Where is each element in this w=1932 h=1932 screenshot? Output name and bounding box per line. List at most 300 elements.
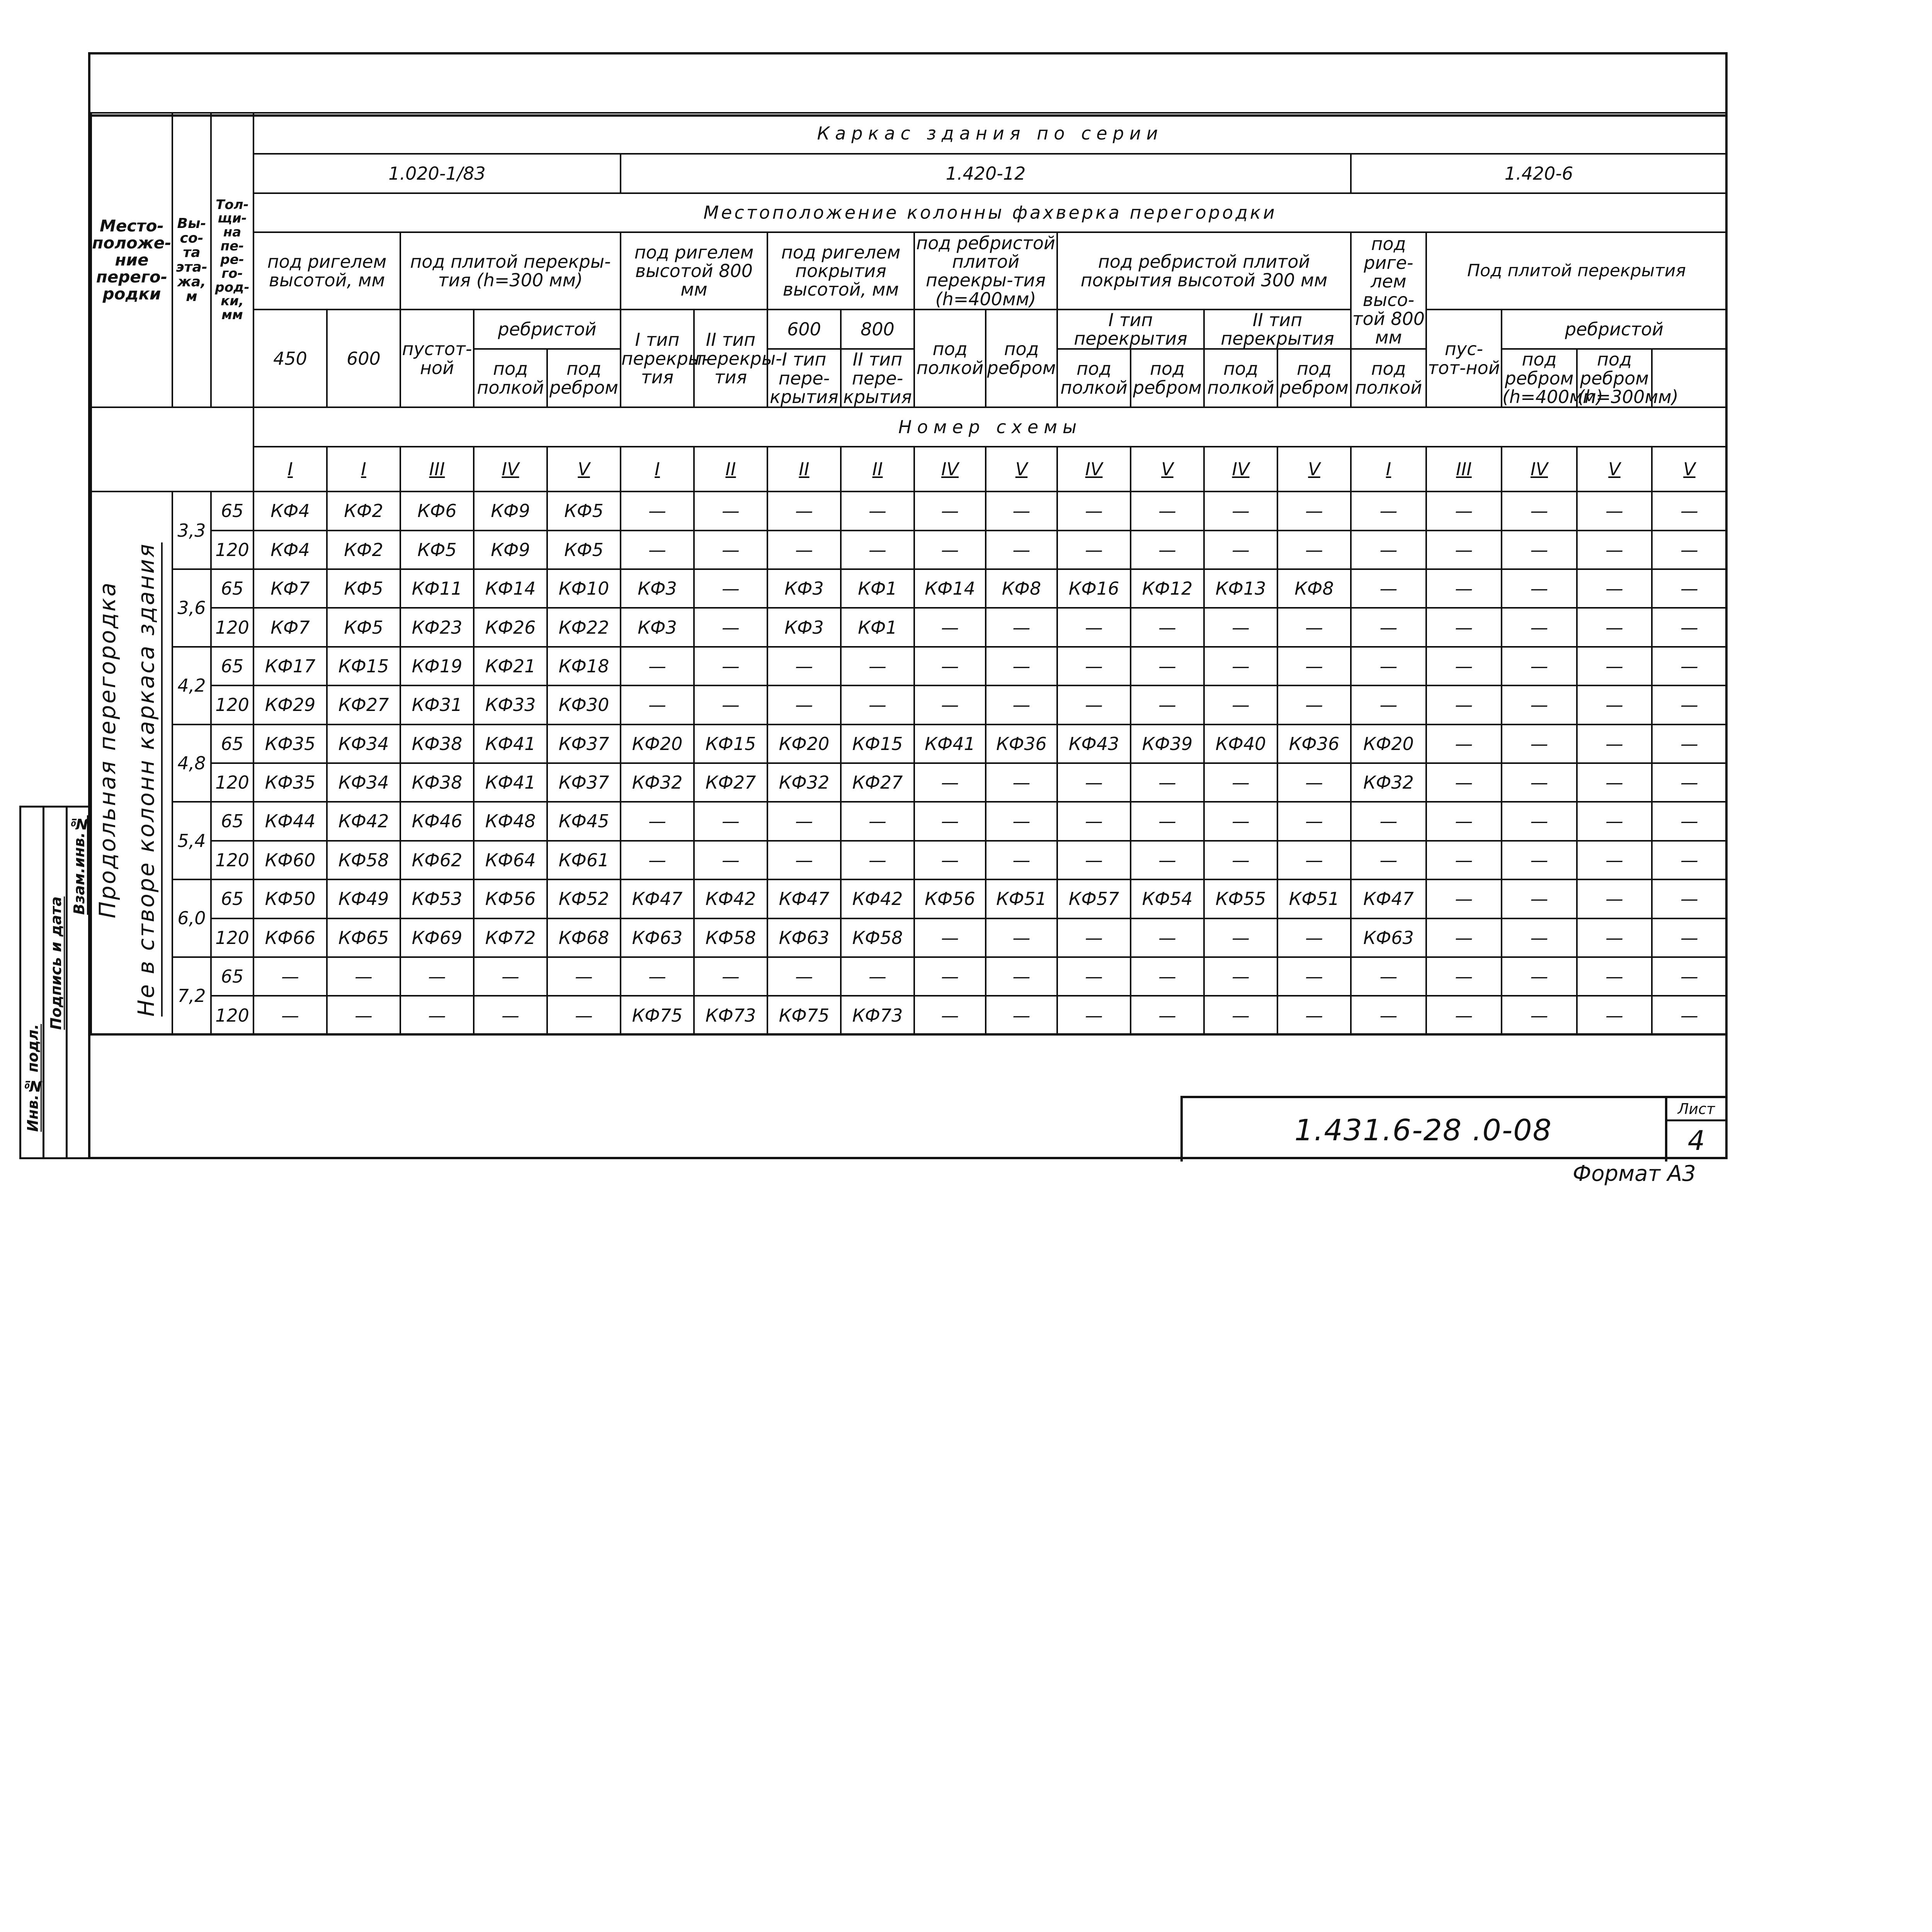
col-type1-slab-b: I тип перекрытия xyxy=(1057,310,1204,349)
frame-code-cell: — xyxy=(1577,608,1652,646)
scheme-number: III xyxy=(1426,447,1502,492)
scheme-number: II xyxy=(841,447,914,492)
frame-code-cell: — xyxy=(1502,492,1577,530)
frame-code-cell: — xyxy=(1426,918,1502,957)
frame-code-cell: — xyxy=(1502,608,1577,646)
col-under-rib-400: под ребром (h=400мм) xyxy=(1502,349,1603,407)
frame-code-cell: — xyxy=(1351,608,1426,646)
frame-code-cell: — xyxy=(1577,802,1652,840)
thickness-value: 65 xyxy=(211,492,253,530)
frame-code-cell: — xyxy=(621,841,694,879)
frame-code-cell: — xyxy=(1426,957,1502,996)
frame-code-cell: — xyxy=(1277,918,1351,957)
frame-code-cell: — xyxy=(986,763,1057,802)
frame-code-cell: — xyxy=(1131,685,1204,724)
frame-code-cell: КФ5 xyxy=(327,608,400,646)
thickness-value: 120 xyxy=(211,918,253,957)
frame-code-cell: КФ6 xyxy=(400,492,474,530)
frame-code-cell: — xyxy=(694,608,767,646)
frame-code-cell: КФ5 xyxy=(327,569,400,608)
frame-code-cell: КФ2 xyxy=(327,492,400,530)
table-row xyxy=(91,647,1727,685)
col-type2-slab: II тип перекры-тия xyxy=(694,310,767,407)
frame-code-cell: КФ13 xyxy=(1204,569,1277,608)
col-under-rib-4: под ребром xyxy=(1277,349,1351,407)
frame-code-cell: КФ45 xyxy=(547,802,621,840)
frame-code-cell: КФ68 xyxy=(547,918,621,957)
frame-code-cell: КФ40 xyxy=(1204,724,1277,763)
frame-code-cell: КФ38 xyxy=(400,763,474,802)
frame-code-cell: — xyxy=(914,763,986,802)
frame-code-cell: КФ49 xyxy=(327,879,400,918)
height-header-text: Вы-со-та эта-жа, м xyxy=(176,215,207,304)
frame-code-cell: КФ56 xyxy=(914,879,986,918)
frame-code-cell: КФ17 xyxy=(253,647,327,685)
thickness-value: 65 xyxy=(211,802,253,840)
frame-code-cell: КФ58 xyxy=(694,918,767,957)
floor-height: 6,0 xyxy=(172,879,211,957)
sheet-label: Лист xyxy=(1667,1098,1725,1121)
frame-code-cell: — xyxy=(1057,763,1131,802)
floor-height: 3,6 xyxy=(172,569,211,647)
frame-code-cell: — xyxy=(1502,802,1577,840)
frame-code-cell: — xyxy=(1204,841,1277,879)
frame-code-cell: — xyxy=(1652,685,1727,724)
frame-code-cell: — xyxy=(986,996,1057,1035)
scheme-number: V xyxy=(1577,447,1652,492)
table-row xyxy=(91,531,1727,569)
frame-code-cell: — xyxy=(986,918,1057,957)
frame-code-cell: — xyxy=(1351,685,1426,724)
frame-code-cell: КФ4 xyxy=(253,492,327,530)
frame-code-cell: — xyxy=(474,957,547,996)
frame-code-cell: КФ51 xyxy=(1277,879,1351,918)
sheet-number: 4 xyxy=(1687,1125,1705,1156)
frame-code-cell: — xyxy=(1577,569,1652,608)
frame-code-cell: — xyxy=(1131,647,1204,685)
scheme-number: I xyxy=(327,447,400,492)
frame-code-cell: КФ14 xyxy=(474,569,547,608)
frame-code-cell: — xyxy=(1204,996,1277,1035)
frame-code-cell: КФ31 xyxy=(400,685,474,724)
frame-code-cell: КФ7 xyxy=(253,569,327,608)
frame-code-cell: КФ75 xyxy=(767,996,841,1035)
frame-code-cell: — xyxy=(1577,996,1652,1035)
thickness-value: 120 xyxy=(211,996,253,1035)
frame-code-cell: — xyxy=(547,957,621,996)
frame-code-cell: КФ57 xyxy=(1057,879,1131,918)
location-header-text: Место-положе-ние перего-родки xyxy=(92,216,172,304)
table-row xyxy=(91,879,1727,918)
frame-code-cell: — xyxy=(1204,492,1277,530)
frame-code-cell: — xyxy=(1426,802,1502,840)
table-row xyxy=(91,492,1727,530)
frame-code-cell: — xyxy=(914,802,986,840)
frame-code-cell: — xyxy=(1502,879,1577,918)
frame-code-cell: КФ66 xyxy=(253,918,327,957)
scheme-number: V xyxy=(1131,447,1204,492)
inv-label: Инв.№ подл. xyxy=(24,1024,41,1132)
frame-code-cell: — xyxy=(914,647,986,685)
frame-code-cell: — xyxy=(1351,569,1426,608)
frame-code-cell: КФ41 xyxy=(914,724,986,763)
frame-code-cell: — xyxy=(1502,841,1577,879)
col-under-rib-2: под ребром xyxy=(986,310,1057,407)
frame-code-cell: — xyxy=(1204,608,1277,646)
frame-code-cell: КФ19 xyxy=(400,647,474,685)
table-row xyxy=(91,724,1727,763)
thickness-value: 65 xyxy=(211,724,253,763)
frame-code-cell: — xyxy=(621,492,694,530)
side-label-inner: Не в створе колонн каркаса здания xyxy=(134,543,163,1017)
floor-height: 5,4 xyxy=(172,802,211,879)
frame-code-cell: — xyxy=(841,841,914,879)
frame-code-cell: КФ4 xyxy=(253,531,327,569)
frame-code-cell: — xyxy=(327,957,400,996)
frame-code-cell: — xyxy=(1502,918,1577,957)
col-600: 600 xyxy=(327,310,400,407)
frame-code-cell: — xyxy=(1426,685,1502,724)
frame-code-cell: — xyxy=(694,957,767,996)
frame-code-cell: КФ44 xyxy=(253,802,327,840)
frame-code-cell: КФ36 xyxy=(1277,724,1351,763)
group-under-girder-800: под ригелем высотой 800 мм xyxy=(621,232,767,310)
scheme-number: IV xyxy=(1204,447,1277,492)
frame-code-cell: — xyxy=(1277,957,1351,996)
col-type2-cover: II тип пере-крытия xyxy=(841,349,914,407)
frame-code-cell: — xyxy=(1351,996,1426,1035)
floor-height: 4,2 xyxy=(172,647,211,724)
frame-code-cell: — xyxy=(1131,763,1204,802)
frame-code-cell: КФ34 xyxy=(327,763,400,802)
frame-code-cell: — xyxy=(986,957,1057,996)
col-type2-slab-b: II тип перекрытия xyxy=(1204,310,1351,349)
left-archive-strip xyxy=(19,806,88,1159)
frame-code-cell: — xyxy=(1204,918,1277,957)
floor-height: 3,3 xyxy=(172,492,211,569)
frame-code-cell: КФ42 xyxy=(694,879,767,918)
frame-code-cell: — xyxy=(1057,957,1131,996)
frame-code-cell: КФ14 xyxy=(914,569,986,608)
col-ribbed-2: ребристой xyxy=(1502,310,1727,349)
frame-code-cell: КФ53 xyxy=(400,879,474,918)
frame-code-cell: — xyxy=(767,647,841,685)
frame-code-cell: — xyxy=(1057,647,1131,685)
frame-code-cell: — xyxy=(621,531,694,569)
frame-code-cell: КФ5 xyxy=(400,531,474,569)
frame-code-cell: — xyxy=(914,608,986,646)
format-label: Формат А3 xyxy=(1573,1161,1696,1186)
floor-height: 4,8 xyxy=(172,724,211,802)
frame-code-cell: — xyxy=(1131,802,1204,840)
frame-code-cell: КФ60 xyxy=(253,841,327,879)
col-hollow: пустот-ной xyxy=(400,310,474,407)
frame-code-cell: — xyxy=(474,996,547,1035)
frame-code-cell: КФ20 xyxy=(1351,724,1426,763)
frame-code-cell: — xyxy=(1577,918,1652,957)
frame-code-cell: — xyxy=(986,647,1057,685)
frame-code-cell: КФ32 xyxy=(621,763,694,802)
frame-code-cell: — xyxy=(1131,996,1204,1035)
frame-code-cell: — xyxy=(694,492,767,530)
frame-code-cell: — xyxy=(1277,647,1351,685)
frame-code-cell: — xyxy=(694,647,767,685)
frame-code-cell: КФ48 xyxy=(474,802,547,840)
frame-code-cell: — xyxy=(914,492,986,530)
frame-code-cell: КФ16 xyxy=(1057,569,1131,608)
spacer-cell xyxy=(91,407,253,446)
frame-code-cell: — xyxy=(621,957,694,996)
frame-code-cell: — xyxy=(1426,608,1502,646)
table-row xyxy=(91,841,1727,879)
series-1-020: 1.020-1/83 xyxy=(253,154,621,193)
strip-col-inv xyxy=(19,806,43,1159)
frame-code-cell: — xyxy=(1426,647,1502,685)
frame-code-cell: КФ8 xyxy=(986,569,1057,608)
frame-code-cell: КФ65 xyxy=(327,918,400,957)
frame-code-cell: — xyxy=(1277,802,1351,840)
table-row xyxy=(91,763,1727,802)
frame-code-cell: — xyxy=(1204,685,1277,724)
frame-code-cell: — xyxy=(1577,841,1652,879)
frame-code-cell: — xyxy=(1426,569,1502,608)
frame-code-cell: — xyxy=(1652,608,1727,646)
frame-code-cell: — xyxy=(986,531,1057,569)
frame-code-cell: КФ47 xyxy=(767,879,841,918)
frame-code-cell: КФ34 xyxy=(327,724,400,763)
frame-code-cell: КФ15 xyxy=(694,724,767,763)
frame-code-cell: — xyxy=(914,841,986,879)
frame-code-cell: КФ2 xyxy=(327,531,400,569)
frame-code-cell: КФ46 xyxy=(400,802,474,840)
frame-code-cell: — xyxy=(1131,841,1204,879)
frame-code-cell: — xyxy=(1131,608,1204,646)
frame-code-cell: — xyxy=(1652,724,1727,763)
frame-code-cell: КФ37 xyxy=(547,763,621,802)
frame-code-cell: — xyxy=(767,492,841,530)
frame-code-cell: КФ27 xyxy=(694,763,767,802)
frame-code-cell: — xyxy=(1652,918,1727,957)
frame-code-cell: КФ72 xyxy=(474,918,547,957)
scheme-number: I xyxy=(253,447,327,492)
table-row xyxy=(91,608,1727,646)
col-under-shelf-4: под полкой xyxy=(1204,349,1277,407)
frame-code-cell: — xyxy=(1057,492,1131,530)
frame-code-cell: КФ32 xyxy=(1351,763,1426,802)
frame-code-cell: — xyxy=(841,802,914,840)
frame-code-cell: — xyxy=(1652,647,1727,685)
frame-code-cell: КФ12 xyxy=(1131,569,1204,608)
frame-code-cell: КФ55 xyxy=(1204,879,1277,918)
col-800b: 800 xyxy=(841,310,914,349)
frame-code-cell: КФ50 xyxy=(253,879,327,918)
frame-code-cell: — xyxy=(694,802,767,840)
frame-code-cell: — xyxy=(1577,647,1652,685)
frame-code-cell: — xyxy=(694,841,767,879)
frame-code-cell: — xyxy=(694,531,767,569)
frame-code-cell: КФ9 xyxy=(474,492,547,530)
frame-code-cell: КФ23 xyxy=(400,608,474,646)
frame-code-cell: — xyxy=(986,492,1057,530)
col-under-shelf-5: под полкой xyxy=(1351,349,1426,407)
scheme-label: Номер схемы xyxy=(253,407,1727,446)
location-header xyxy=(91,113,172,407)
table-row xyxy=(91,569,1727,608)
frame-code-cell: — xyxy=(1351,492,1426,530)
frame-code-cell: КФ38 xyxy=(400,724,474,763)
frame-code-cell: КФ47 xyxy=(1351,879,1426,918)
frame-code-cell: КФ73 xyxy=(694,996,767,1035)
frame-code-cell: — xyxy=(1652,841,1727,879)
frame-code-cell: КФ63 xyxy=(1351,918,1426,957)
scheme-number: IV xyxy=(474,447,547,492)
frame-code-cell: КФ18 xyxy=(547,647,621,685)
frame-code-cell: — xyxy=(1131,957,1204,996)
group-under-cover-girder: под ригелем покрытия высотой, мм xyxy=(767,232,914,310)
frame-code-cell: — xyxy=(1426,841,1502,879)
frame-code-cell: — xyxy=(1351,531,1426,569)
frame-code-cell: КФ63 xyxy=(767,918,841,957)
frame-code-cell: — xyxy=(1204,957,1277,996)
frame-code-cell: — xyxy=(1277,531,1351,569)
frame-code-cell: КФ3 xyxy=(621,608,694,646)
thickness-value: 120 xyxy=(211,531,253,569)
frame-code-cell: КФ32 xyxy=(767,763,841,802)
frame-code-cell: — xyxy=(1057,841,1131,879)
strip-col-sign xyxy=(43,806,66,1159)
location-title: Местоположение колонны фахверка перегородки xyxy=(253,193,1727,232)
scheme-number: V xyxy=(1277,447,1351,492)
frame-code-cell: — xyxy=(841,531,914,569)
frame-code-cell: — xyxy=(767,531,841,569)
frame-code-cell: — xyxy=(1351,802,1426,840)
frame-code-cell: КФ39 xyxy=(1131,724,1204,763)
frame-code-cell: КФ63 xyxy=(621,918,694,957)
frame-code-cell: КФ58 xyxy=(327,841,400,879)
frame-code-cell: КФ27 xyxy=(841,763,914,802)
frame-code-cell: — xyxy=(841,685,914,724)
frame-code-cell: — xyxy=(1426,531,1502,569)
frame-code-cell: КФ47 xyxy=(621,879,694,918)
scheme-number: IV xyxy=(914,447,986,492)
frame-code-cell: КФ3 xyxy=(621,569,694,608)
frame-code-cell: — xyxy=(1277,685,1351,724)
scheme-number: I xyxy=(621,447,694,492)
frame-code-cell: КФ5 xyxy=(547,492,621,530)
thickness-value: 120 xyxy=(211,685,253,724)
frame-code-cell: — xyxy=(1502,569,1577,608)
frame-code-cell: КФ27 xyxy=(327,685,400,724)
frame-code-cell: КФ42 xyxy=(841,879,914,918)
frame-code-cell: — xyxy=(1652,569,1727,608)
frame-code-cell: — xyxy=(327,996,400,1035)
frame-code-cell: — xyxy=(400,996,474,1035)
frame-code-cell: — xyxy=(1426,763,1502,802)
frame-code-cell: — xyxy=(1577,492,1652,530)
frame-code-cell: КФ43 xyxy=(1057,724,1131,763)
frame-code-cell: — xyxy=(1351,841,1426,879)
frame-code-cell: — xyxy=(400,957,474,996)
frame-code-cell: КФ37 xyxy=(547,724,621,763)
group-girder-800-b: под риге-лем высо-той 800 мм xyxy=(1351,232,1426,349)
frame-code-cell: КФ5 xyxy=(547,531,621,569)
frame-code-cell: КФ41 xyxy=(474,763,547,802)
frame-code-cell: — xyxy=(1502,685,1577,724)
frame-code-cell: — xyxy=(1204,647,1277,685)
scheme-number: V xyxy=(547,447,621,492)
frame-code-cell: — xyxy=(1652,763,1727,802)
table-row xyxy=(91,996,1727,1035)
scheme-number: IV xyxy=(1057,447,1131,492)
frame-code-cell: КФ69 xyxy=(400,918,474,957)
frame-code-cell: — xyxy=(1502,996,1577,1035)
frame-code-cell: — xyxy=(1131,492,1204,530)
frame-code-cell: КФ33 xyxy=(474,685,547,724)
frame-code-cell: — xyxy=(767,802,841,840)
thickness-value: 120 xyxy=(211,841,253,879)
side-label-cell xyxy=(91,492,172,1035)
frame-code-cell: — xyxy=(1204,531,1277,569)
frame-code-cell: КФ1 xyxy=(841,569,914,608)
frame-code-cell: — xyxy=(1652,879,1727,918)
frame-code-cell: — xyxy=(547,996,621,1035)
strip-col-replace xyxy=(66,806,88,1159)
frame-code-cell: — xyxy=(621,685,694,724)
schedule-table xyxy=(90,112,1728,1036)
frame-code-cell: — xyxy=(986,685,1057,724)
frame-code-cell: — xyxy=(1204,763,1277,802)
frame-code-cell: — xyxy=(1131,531,1204,569)
frame-code-cell: — xyxy=(1057,531,1131,569)
col-under-rib-300: под ребром (h=300мм) xyxy=(1578,349,1679,407)
frame-code-cell: — xyxy=(1652,802,1727,840)
thickness-value: 65 xyxy=(211,879,253,918)
drawing-frame xyxy=(88,52,1728,1159)
frame-code-cell: КФ11 xyxy=(400,569,474,608)
frame-code-cell: КФ58 xyxy=(841,918,914,957)
frame-code-cell: — xyxy=(1502,763,1577,802)
col-under-shelf: под полкой xyxy=(474,349,547,407)
frame-code-cell: — xyxy=(1277,996,1351,1035)
frame-code-cell: КФ21 xyxy=(474,647,547,685)
scheme-number: II xyxy=(767,447,841,492)
col-under-shelf-3: под полкой xyxy=(1057,349,1131,407)
frame-code-cell: — xyxy=(1426,724,1502,763)
frame-code-cell: — xyxy=(1577,879,1652,918)
frame-code-cell: КФ51 xyxy=(986,879,1057,918)
sheet-box xyxy=(1665,1098,1725,1162)
scheme-number: V xyxy=(1652,447,1727,492)
frame-code-cell: — xyxy=(1277,492,1351,530)
col-under-rib: под ребром xyxy=(547,349,621,407)
frame-code-cell: — xyxy=(1426,996,1502,1035)
thickness-value: 120 xyxy=(211,608,253,646)
frame-code-cell: КФ7 xyxy=(253,608,327,646)
table-row xyxy=(91,802,1727,840)
replace-inv-label: Взам.инв.№ xyxy=(71,815,88,915)
frame-code-cell: — xyxy=(986,608,1057,646)
frame-code-cell: — xyxy=(694,685,767,724)
title-block xyxy=(1180,1096,1725,1162)
sign-date-label: Подпись и дата xyxy=(48,896,65,1030)
frame-code-cell: — xyxy=(253,996,327,1035)
frame-code-cell: КФ62 xyxy=(400,841,474,879)
frame-code-cell: — xyxy=(1577,724,1652,763)
frame-code-cell: КФ52 xyxy=(547,879,621,918)
floor-height: 7,2 xyxy=(172,957,211,1035)
frame-code-cell: — xyxy=(1057,685,1131,724)
frame-code-cell: — xyxy=(841,492,914,530)
